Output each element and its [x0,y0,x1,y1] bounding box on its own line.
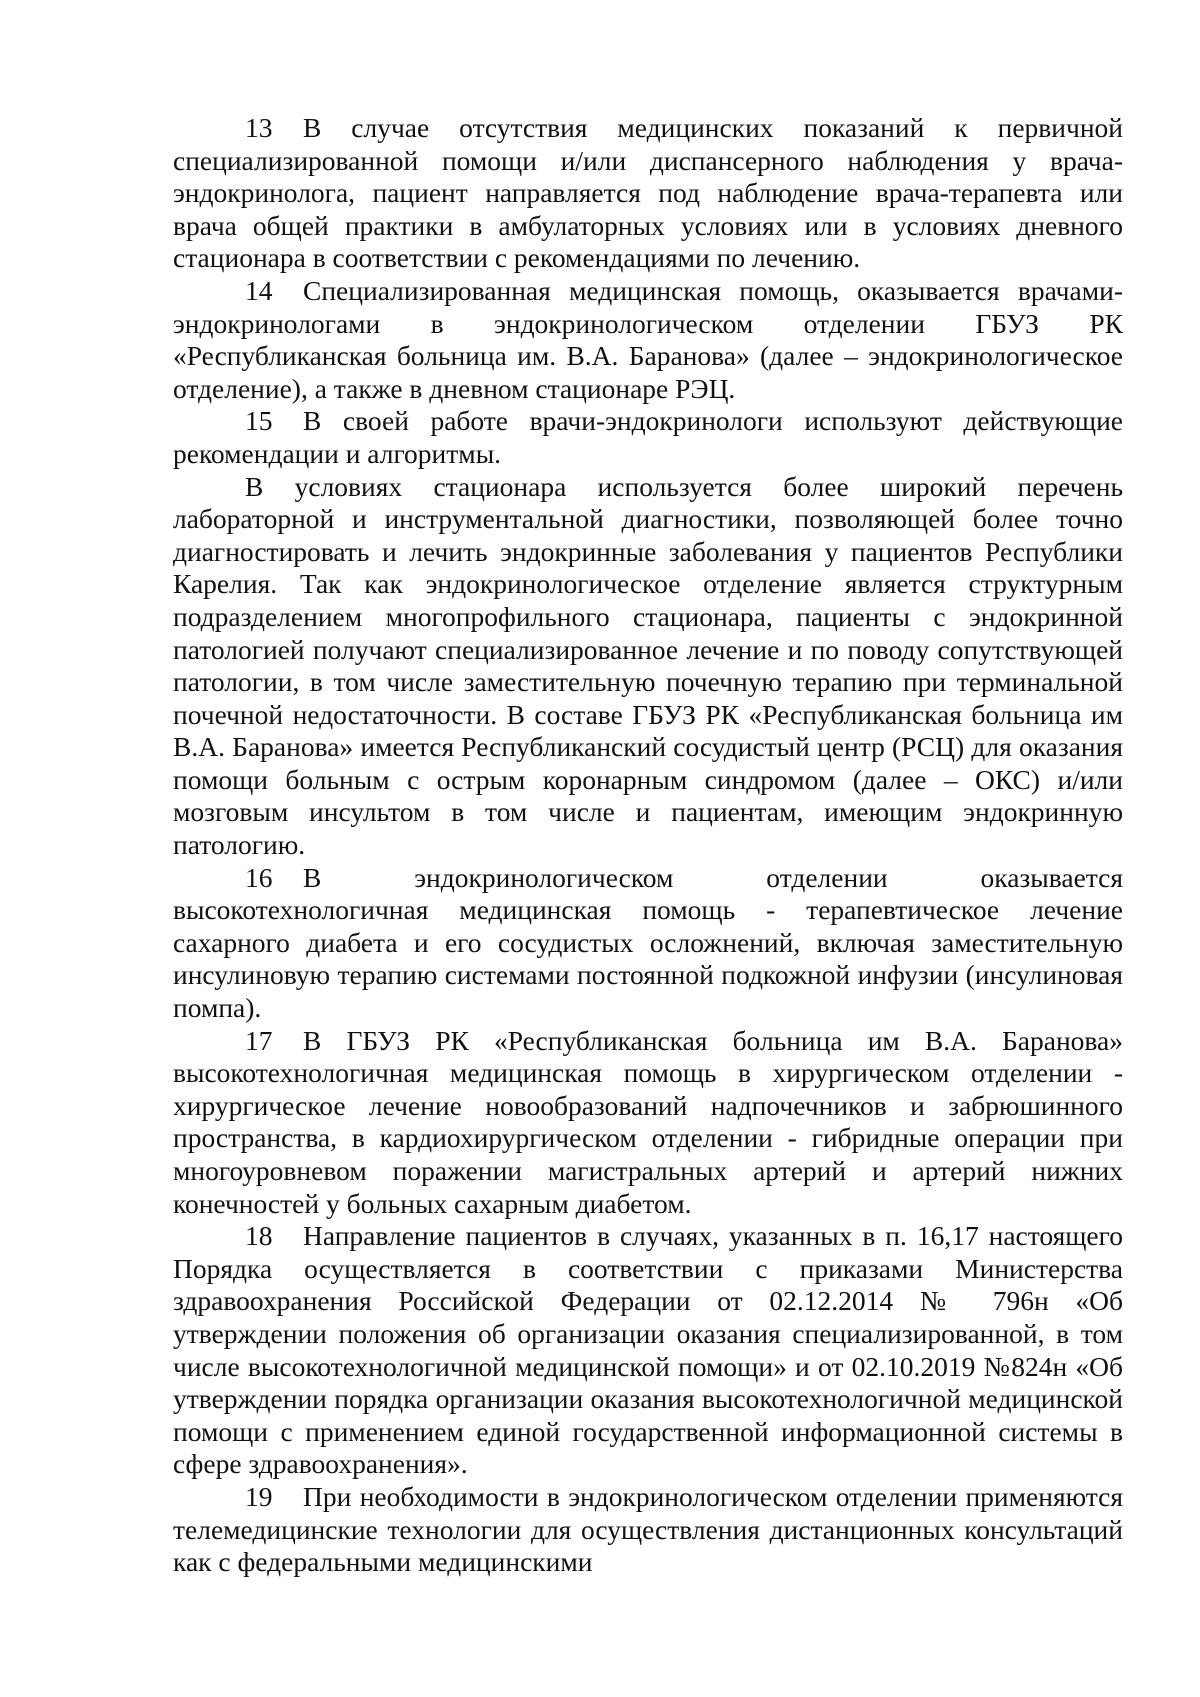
paragraph-hospital-conditions [173,471,1123,862]
paragraph-15 [173,405,1123,470]
paragraph-number: 15 [245,405,273,437]
paragraph-number: 16 [245,861,273,893]
paragraph-text: В своей работе врачи-эндокринологи используют действующие рекомендации и алгоритмы. [173,405,1123,469]
paragraph-number: 19 [245,1480,273,1512]
paragraph-number: 13 [245,112,273,143]
paragraph-text: В случае отсутствия медицинских показаний к первичной специализированной помощи и/или диспансерного наблюдения у врача-эндокринолога, пациент направляется под наблюдение врача-терапевта или врача общей практики в амбулаторных условиях или в условиях дневного стационара в соответствии с рекомендациями по лечению. [173,112,1123,274]
paragraph-text: При необходимости в эндокринологическом отделении применяются телемедицинские технологии для осуществления дистанционных консультаций как с федеральными медицинскими [173,1480,1123,1578]
paragraph-text: В ГБУЗ РК «Республиканская больница им В.А. Баранова» высокотехнологичная медицинская помощь в хирургическом отделении - хирургическое лечение новообразований надпочечников и забрюшинного пространства, в кардиохирургическом отделении - гибридные операции при многоуровневом поражении магистральных артерий и артерий нижних конечностей у больных сахарным диабетом. [173,1024,1123,1219]
paragraph-16 [173,862,1123,1025]
paragraph-17 [173,1025,1123,1221]
paragraph-number: 14 [245,274,273,306]
paragraph-text: В условиях стационара используется более широкий перечень лабораторной и инструментальной диагностики, позволяющей более точно диагностировать и лечить эндокринные заболевания у пациентов Республики Карелия. Так как эндокринологическое отделение является структурным подразделением многопрофильного стационара, пациенты с эндокринной патологией получают специализированное лечение и по поводу сопутствующей патологии, в том числе заместительную почечную терапию при терминальной почечной недостаточности. В составе ГБУЗ РК «Республиканская больница им В.А. Баранова» имеется Республиканский сосудистый центр (РСЦ) для оказания помощи больным с острым коронарным синдромом (далее – ОКС) и/или мозговым инсультом в том числе и пациентам, имеющим эндокринную патологию. [173,470,1123,861]
paragraph-text: Направление пациентов в случаях, указанных в п. 16,17 настоящего Порядка осуществляется в соответствии с приказами Министерства здравоохранения Российской Федерации от 02.12.2014 № 796н «Об утверждении положения об организации оказания специализированной, в том числе высокотехнологичной медицинской помощи» и от 02.10.2019 №824н «Об утверждении порядка организации оказания высокотехнологичной медицинской помощи с применением единой государственной информационной системы в сфере здравоохранения». [173,1220,1123,1480]
paragraph-text: В эндокринологическом отделении оказывается высокотехнологичная медицинская помощь - терапевтическое лечение сахарного диабета и его сосудистых осложнений, включая заместительную инсулиновую терапию системами постоянной подкожной инфузии (инсулиновая помпа). [173,861,1123,1024]
paragraph-19 [173,1481,1123,1579]
paragraph-14 [173,275,1123,405]
paragraph-number: 18 [245,1220,273,1252]
paragraph-18 [173,1220,1123,1481]
paragraph-text: Специализированная медицинская помощь, оказывается врачами-эндокринологами в эндокринологическом отделении ГБУЗ РК «Республиканская больница им. В.А. Баранова» (далее – эндокринологическое отделение), а также в дневном стационаре РЭЦ. [173,274,1123,404]
document-page [173,112,1123,1672]
paragraph-13 [173,112,1123,275]
paragraph-number: 17 [245,1024,273,1056]
